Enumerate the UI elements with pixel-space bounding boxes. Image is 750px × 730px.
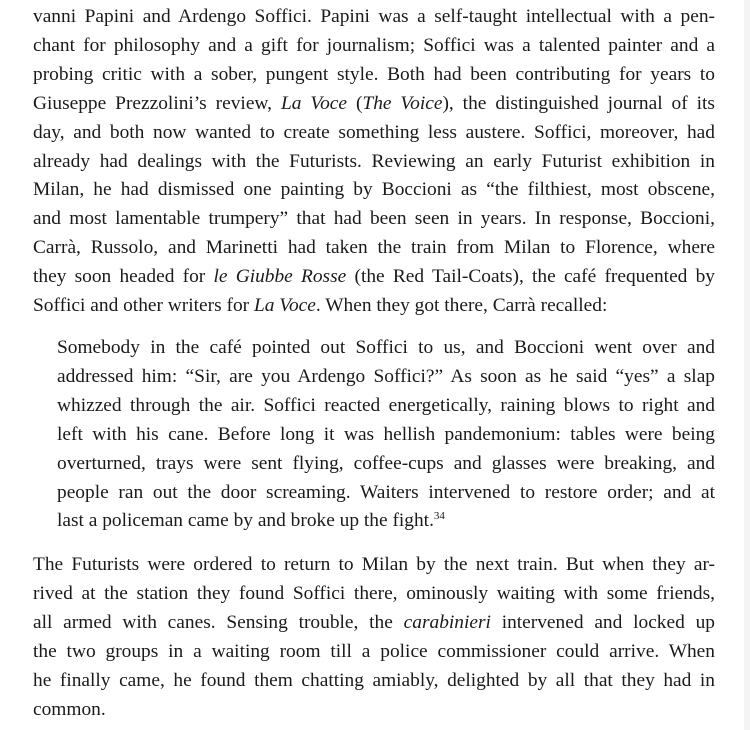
quote-line: whizzed through the air. Soffici reacted energetically, raining blows to right and xyxy=(57,394,715,416)
quote-line: people ran out the door screaming. Waiters intervened to restore order; and at xyxy=(57,481,715,503)
text-line: probing critic with a sober, pungent style. Both had been contributing for years to xyxy=(33,63,715,85)
journal-title: La Voce xyxy=(280,92,347,114)
text-line: day, and both now wanted to create something less austere. Soffici, moreover, had xyxy=(33,121,715,143)
text-line: he finally came, he found them chatting amiably, delighted by all that they had in xyxy=(33,669,715,691)
police-term: carabinieri xyxy=(403,611,491,633)
text-line: already had dealings with the Futurists. Reviewing an early Futurist exhibition in xyxy=(33,150,715,172)
block-quote-carra xyxy=(57,334,715,536)
text-line: Soffici and other writers for La Voce. When they got there, Carrà recalled: xyxy=(33,295,608,317)
text-line: all armed with canes. Sensing trouble, the carabinieri intervened and locked up xyxy=(33,611,715,633)
text-line: rived at the station they found Soffici there, ominously waiting with some friends, xyxy=(33,582,715,604)
quote-line: Somebody in the café pointed out Soffici to us, and Boccioni went over and xyxy=(57,337,715,358)
journal-title: La Voce xyxy=(253,295,316,317)
text-line: Carrà, Russolo, and Marinetti had taken the train from Milan to Florence, where xyxy=(33,237,715,259)
quote-line: last a policeman came by and broke up the fight.$^{34}$ xyxy=(57,510,445,532)
text-line: and most lamentable trumpery” that had been seen in years. In response, Boccioni, xyxy=(33,208,715,230)
page-edge-shadow xyxy=(744,0,750,730)
text-line: vanni Papini and Ardengo Soffici. Papini was a self-taught intellectual with a pen- xyxy=(33,6,715,27)
quote-line: left with his cane. Before long it was hellish pandemonium: tables were being xyxy=(57,423,715,445)
journal-title-translation: The Voice xyxy=(362,92,443,114)
footnote-marker: 34 xyxy=(433,510,445,523)
quote-line: addressed him: “Sir, are you Ardengo Soffici?” As soon as he said “yes” a slap xyxy=(57,365,715,387)
text-line: chant for philosophy and a gift for journalism; Soffici was a talented painter and a xyxy=(33,34,715,56)
paragraph-return-to-milan xyxy=(33,551,715,724)
text-line: The Futurists were ordered to return to Milan by the next train. But when they ar- xyxy=(33,554,715,575)
text-line: Milan, he had dismissed one painting by Boccioni as “the filthiest, most obscene, xyxy=(33,179,715,201)
text-line: common. xyxy=(33,698,106,720)
text-line: Giuseppe Prezzolini’s review, La Voce (The Voice), the distinguished journal of its xyxy=(33,92,715,114)
quote-line: overturned, trays were sent flying, coffee-cups and glasses were breaking, and xyxy=(57,452,715,474)
paragraph-papini-soffici xyxy=(33,3,715,321)
text-line: the two groups in a waiting room till a police commissioner could arrive. When xyxy=(33,640,715,662)
cafe-name: le Giubbe Rosse xyxy=(213,266,347,288)
text-line: they soon headed for le Giubbe Rosse (the Red Tail-Coats), the café frequented by xyxy=(33,266,715,288)
